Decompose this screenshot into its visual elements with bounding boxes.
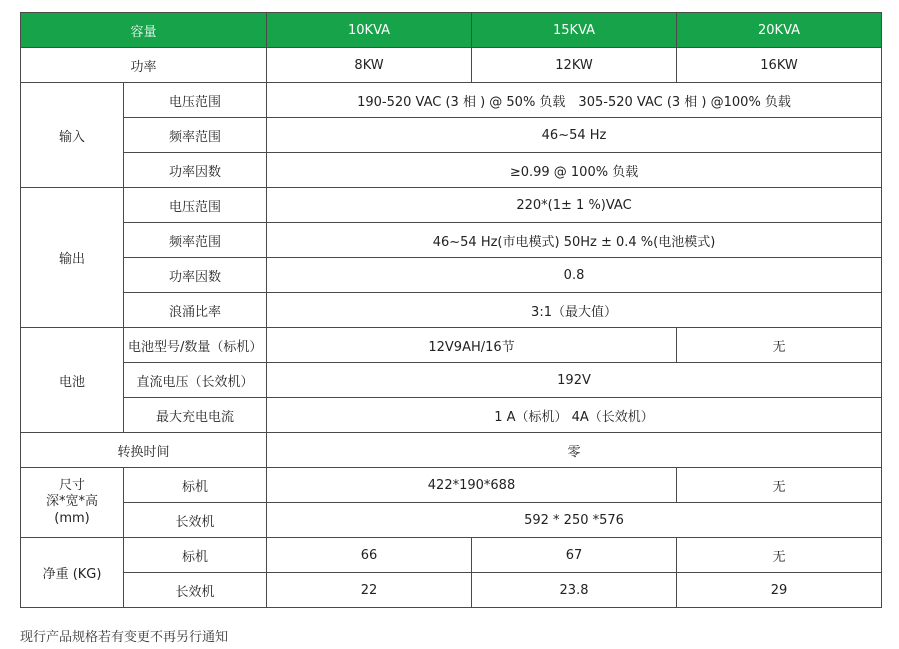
transfer-time-label: 转换时间 — [21, 433, 267, 468]
battery-model-label: 电池型号/数量（标机） — [124, 328, 267, 363]
weight-standard-10kva: 66 — [267, 538, 472, 573]
input-voltage-label: 电压范围 — [124, 83, 267, 118]
weight-long-15kva: 23.8 — [472, 573, 677, 608]
output-pf-label: 功率因数 — [124, 258, 267, 293]
input-pf-value: ≥0.99 @ 100% 负载 — [267, 153, 882, 188]
input-frequency-label: 频率范围 — [124, 118, 267, 153]
power-15kva: 12KW — [472, 48, 677, 83]
table-row — [21, 293, 882, 328]
model-20kva: 20KVA — [677, 13, 882, 48]
output-crest-value: 3:1（最大值） — [267, 293, 882, 328]
input-frequency-value: 46~54 Hz — [267, 118, 882, 153]
dimensions-label-line1: 尺寸 — [58, 478, 85, 494]
charge-current-value: 1 A（标机） 4A（长效机） — [267, 398, 882, 433]
power-label: 功率 — [21, 48, 267, 83]
dimensions-label-line3: (mm) — [54, 510, 90, 526]
output-voltage-label: 电压范围 — [124, 188, 267, 223]
table-row — [21, 153, 882, 188]
output-group-label: 输出 — [21, 188, 124, 328]
table-row — [21, 573, 882, 608]
table-row — [21, 433, 882, 468]
model-10kva: 10KVA — [267, 13, 472, 48]
table-row — [21, 503, 882, 538]
battery-model-value: 12V9AH/16节 — [267, 328, 677, 363]
table-row — [21, 363, 882, 398]
weight-long-20kva: 29 — [677, 573, 882, 608]
input-pf-label: 功率因数 — [124, 153, 267, 188]
footnote: 现行产品规格若有变更不再另行通知 — [20, 630, 229, 645]
output-frequency-value: 46~54 Hz(市电模式) 50Hz ± 0.4 %(电池模式) — [267, 223, 882, 258]
dimensions-label-line2: 深*宽*高 — [45, 494, 98, 510]
table-row — [21, 48, 882, 83]
dimensions-standard-value: 422*190*688 — [267, 468, 677, 503]
output-frequency-label: 频率范围 — [124, 223, 267, 258]
spec-table — [20, 12, 882, 608]
weight-standard-15kva: 67 — [472, 538, 677, 573]
table-row — [21, 83, 882, 118]
input-voltage-value: 190-520 VAC (3 相 ) @ 50% 负载 305-520 VAC (3 相 ) @100% 负载 — [267, 83, 882, 118]
dimensions-long-label: 长效机 — [124, 503, 267, 538]
output-voltage-value: 220*(1± 1 %)VAC — [267, 188, 882, 223]
output-crest-label: 浪涌比率 — [124, 293, 267, 328]
table-row — [21, 398, 882, 433]
weight-standard-label: 标机 — [124, 538, 267, 573]
table-row — [21, 223, 882, 258]
dimensions-group-label — [21, 468, 124, 538]
table-row — [21, 118, 882, 153]
table-row — [21, 328, 882, 363]
table-row — [21, 188, 882, 223]
weight-long-label: 长效机 — [124, 573, 267, 608]
capacity-label: 容量 — [21, 13, 267, 48]
power-10kva: 8KW — [267, 48, 472, 83]
model-15kva: 15KVA — [472, 13, 677, 48]
power-20kva: 16KW — [677, 48, 882, 83]
header-row — [21, 13, 882, 48]
dimensions-standard-label: 标机 — [124, 468, 267, 503]
dimensions-standard-20kva: 无 — [677, 468, 882, 503]
weight-long-10kva: 22 — [267, 573, 472, 608]
table-row — [21, 538, 882, 573]
dimensions-long-value: 592 * 250 *576 — [267, 503, 882, 538]
charge-current-label: 最大充电电流 — [124, 398, 267, 433]
table-row — [21, 258, 882, 293]
output-pf-value: 0.8 — [267, 258, 882, 293]
weight-standard-20kva: 无 — [677, 538, 882, 573]
battery-group-label: 电池 — [21, 328, 124, 433]
battery-model-20kva: 无 — [677, 328, 882, 363]
dc-voltage-label: 直流电压（长效机） — [124, 363, 267, 398]
transfer-time-value: 零 — [267, 433, 882, 468]
dc-voltage-value: 192V — [267, 363, 882, 398]
table-row — [21, 468, 882, 503]
input-group-label: 输入 — [21, 83, 124, 188]
weight-group-label: 净重 (KG) — [21, 538, 124, 608]
